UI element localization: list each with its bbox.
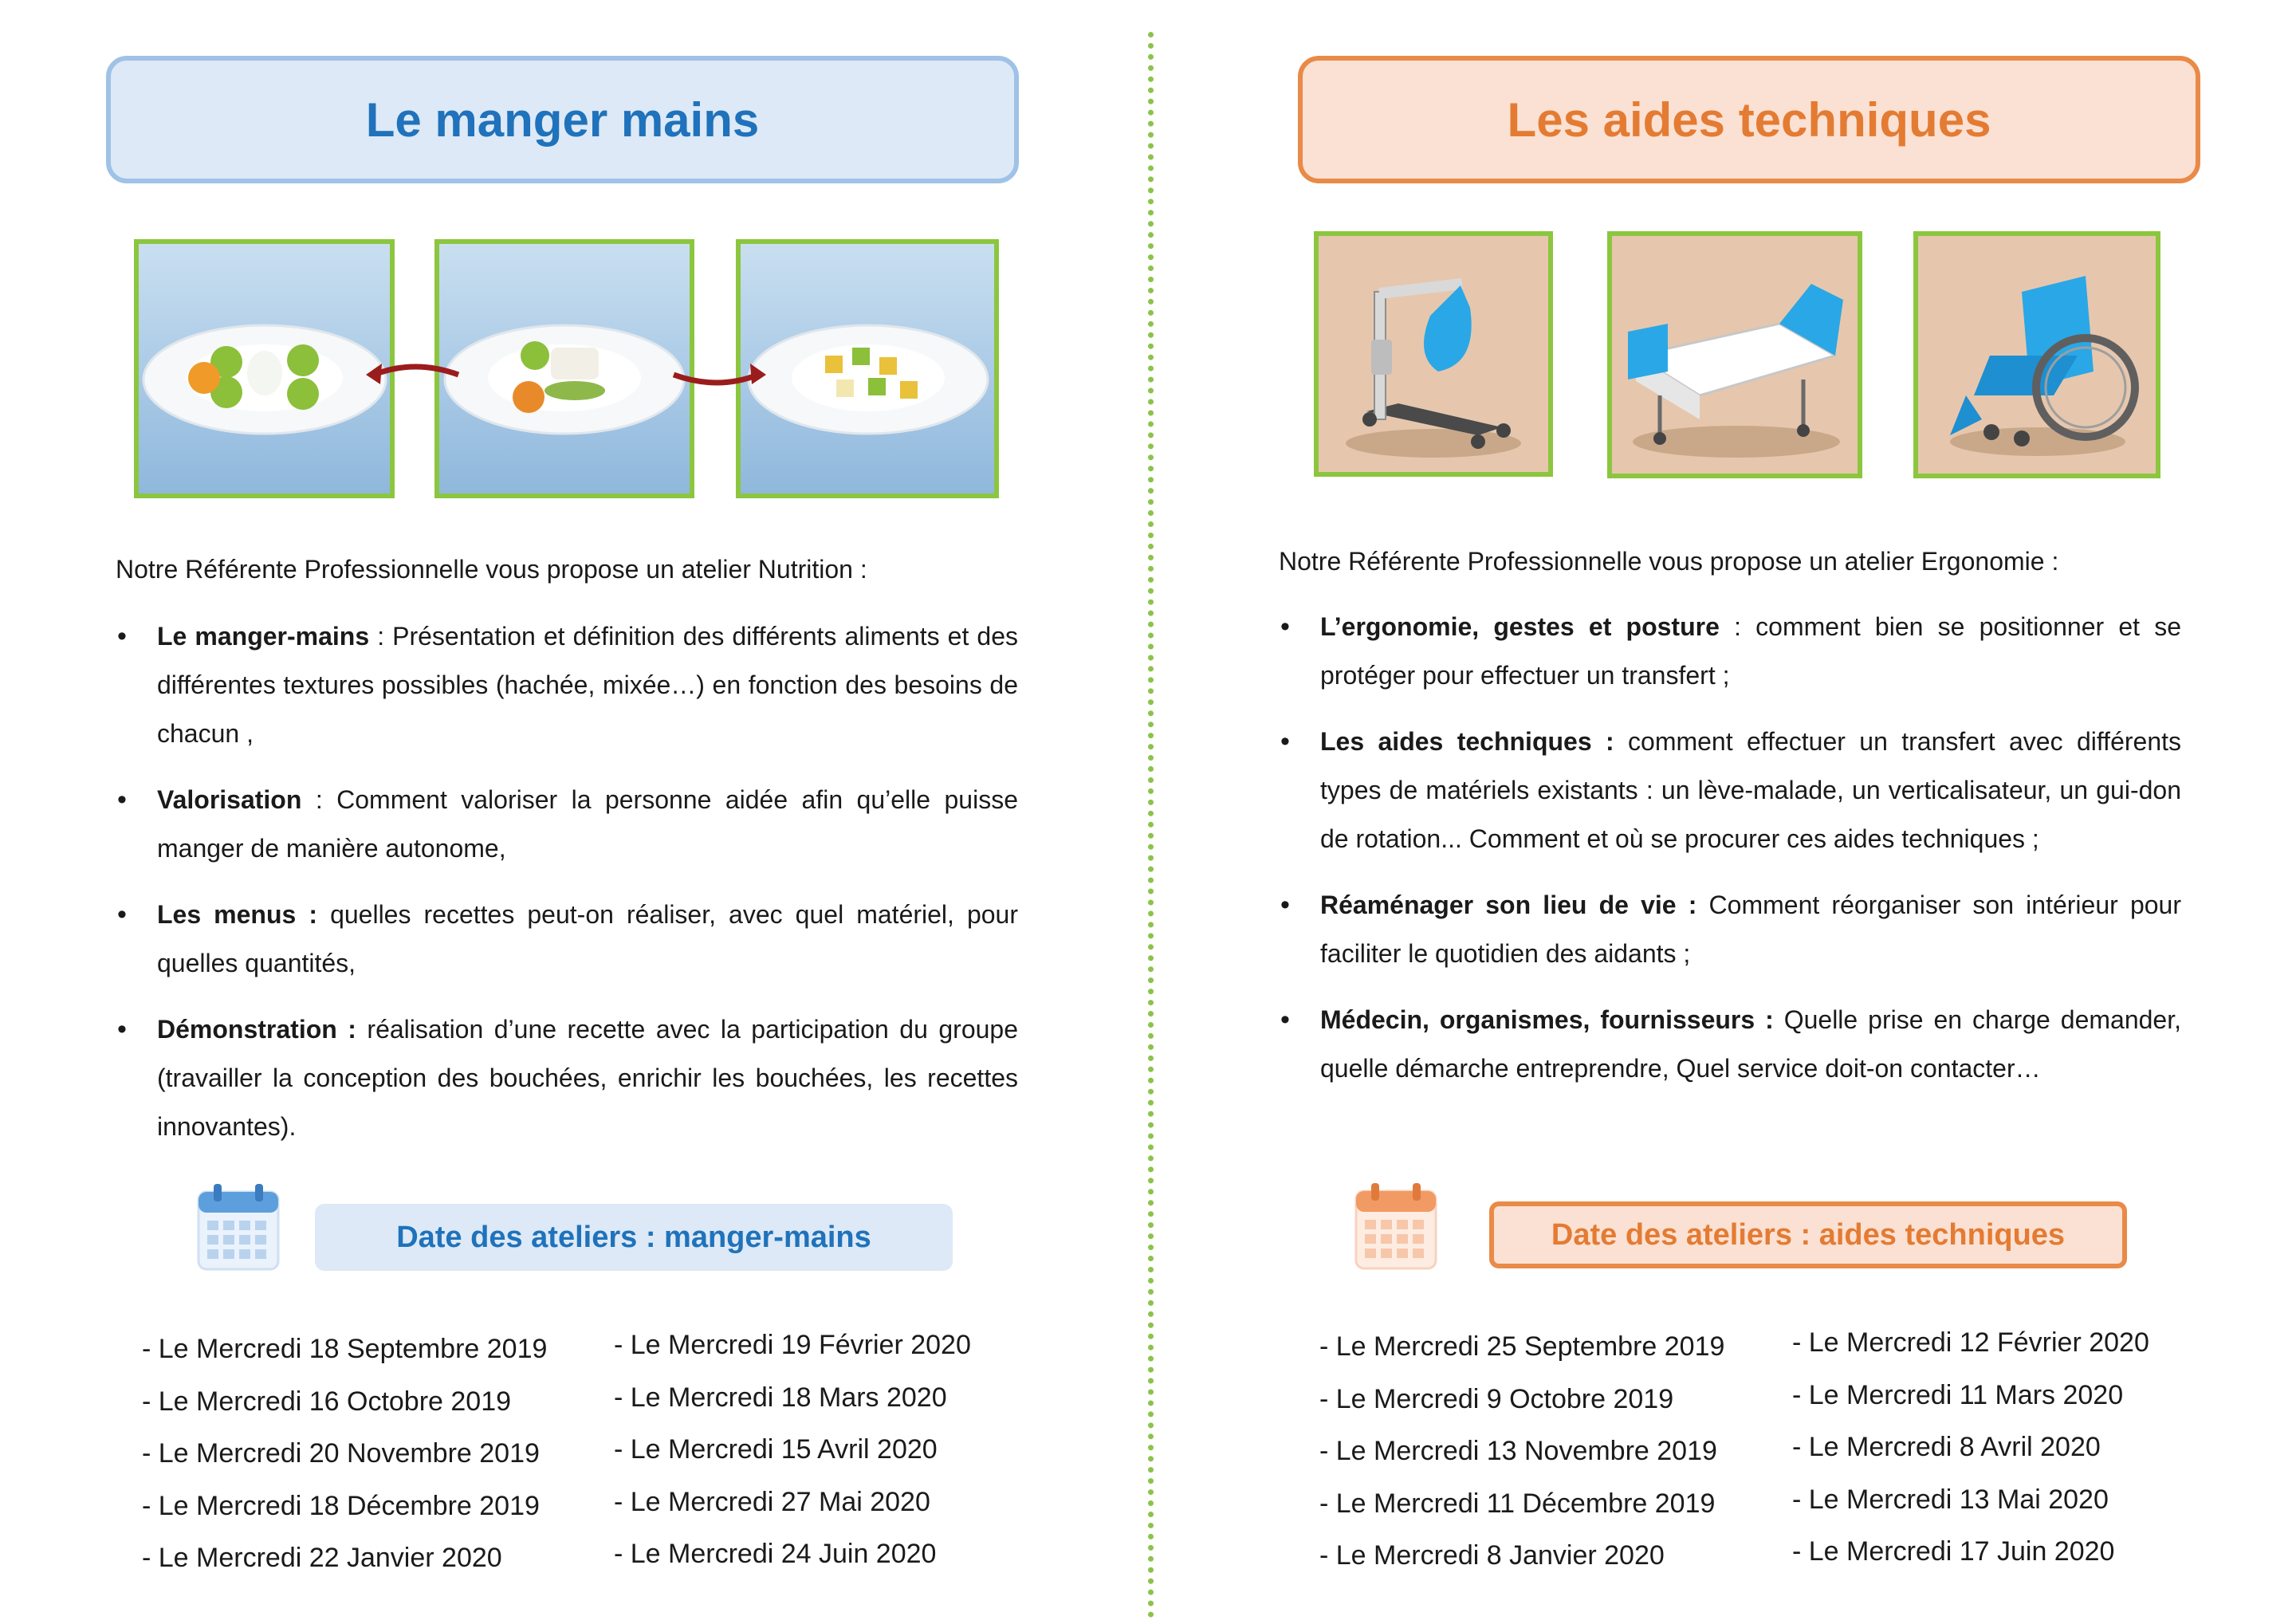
bullet-list <box>117 612 1018 1169</box>
column-divider <box>1148 32 1154 1618</box>
date-item: - Le Mercredi 15 Avril 2020 <box>614 1434 938 1465</box>
date-item: - Le Mercredi 18 Septembre 2019 <box>142 1334 548 1364</box>
date-item: - Le Mercredi 9 Octobre 2019 <box>1319 1383 1674 1414</box>
plate-photo-mixed <box>134 239 395 498</box>
date-item: - Le Mercredi 22 Janvier 2020 <box>142 1543 502 1573</box>
calendar-icon <box>1354 1182 1438 1271</box>
date-item: - Le Mercredi 8 Avril 2020 <box>1792 1432 2101 1462</box>
date-item: - Le Mercredi 8 Janvier 2020 <box>1319 1540 1665 1571</box>
title-aides-techniques: Les aides techniques <box>1298 56 2200 183</box>
patient-lift-icon <box>1319 236 1548 472</box>
dates-list-second <box>1792 1317 2207 1579</box>
list-item: • Démonstration : réalisation d’une recette avec la participation du groupe (travailler la conception des bouchées, enrichir les bouchées, les recettes innovantes). <box>117 1005 1018 1151</box>
date-item: - Le Mercredi 20 Novembre 2019 <box>142 1438 540 1469</box>
dates-title: Date des ateliers : manger-mains <box>315 1204 953 1271</box>
list-item: • Les aides techniques : comment effectuer un transfert avec différents types de matériels existants : un lève-malade, un verticalisateur, un gui-don de rotation... Comment et où se procurer ces aides techniques ; <box>1280 718 2181 863</box>
calendar-icon <box>196 1182 281 1272</box>
plate-mixed-icon <box>139 244 390 493</box>
dates-list-second <box>614 1319 1028 1581</box>
patient-lift-photo <box>1314 231 1553 477</box>
hospital-bed-icon <box>1612 236 1858 474</box>
plate-photo-chopped <box>434 239 694 498</box>
right-column <box>1154 0 2296 1624</box>
title-manger-mains: Le manger mains <box>106 56 1019 183</box>
date-item: - Le Mercredi 25 Septembre 2019 <box>1319 1331 1725 1362</box>
date-item: - Le Mercredi 18 Décembre 2019 <box>142 1490 540 1521</box>
plate-finger-food-icon <box>741 244 994 493</box>
wheelchair-photo <box>1913 231 2160 478</box>
date-item: - Le Mercredi 11 Mars 2020 <box>1792 1379 2124 1410</box>
date-item: - Le Mercredi 16 Octobre 2019 <box>142 1386 512 1417</box>
intro-text: Notre Référente Professionnelle vous propose un atelier Nutrition : <box>116 555 867 584</box>
date-item: - Le Mercredi 24 Juin 2020 <box>614 1539 937 1569</box>
arrow-icon <box>666 351 769 399</box>
date-item: - Le Mercredi 11 Décembre 2019 <box>1319 1488 1716 1519</box>
date-item: - Le Mercredi 12 Février 2020 <box>1792 1327 2149 1358</box>
dates-title: Date des ateliers : aides techniques <box>1489 1201 2127 1268</box>
plate-photo-finger-food <box>736 239 999 498</box>
list-item: • Les menus : quelles recettes peut-on réaliser, avec quel matériel, pour quelles quantités, <box>117 891 1018 988</box>
date-item: - Le Mercredi 13 Novembre 2019 <box>1319 1436 1717 1466</box>
date-item: - Le Mercredi 19 Février 2020 <box>614 1330 971 1360</box>
date-item: - Le Mercredi 17 Juin 2020 <box>1792 1536 2115 1567</box>
list-item: • Médecin, organismes, fournisseurs : Quelle prise en charge demander, quelle démarche entreprendre, Quel service doit-on contacter… <box>1280 996 2181 1093</box>
date-item: - Le Mercredi 13 Mai 2020 <box>1792 1484 2109 1515</box>
arrow-icon <box>363 351 466 399</box>
date-item: - Le Mercredi 27 Mai 2020 <box>614 1486 930 1517</box>
dates-list-first <box>1319 1321 1766 1583</box>
plate-chopped-icon <box>439 244 690 493</box>
bullet-list <box>1280 603 2181 1111</box>
list-item: • Le manger-mains : Présentation et définition des différents aliments et des différentes textures possibles (hachée, mixée…) en fonction des besoins de chacun , <box>117 612 1018 758</box>
list-item: • L’ergonomie, gestes et posture : comment bien se positionner et se protéger pour effectuer un transfert ; <box>1280 603 2181 700</box>
list-item: • Réaménager son lieu de vie : Comment réorganiser son intérieur pour faciliter le quotidien des aidants ; <box>1280 881 2181 978</box>
wheelchair-icon <box>1918 236 2156 474</box>
list-item: • Valorisation : Comment valoriser la personne aidée afin qu’elle puisse manger de manière autonome, <box>117 776 1018 873</box>
dates-list-first <box>142 1323 588 1585</box>
intro-text: Notre Référente Professionnelle vous propose un atelier Ergonomie : <box>1279 547 2059 576</box>
hospital-bed-photo <box>1607 231 1862 478</box>
date-item: - Le Mercredi 18 Mars 2020 <box>614 1382 947 1413</box>
